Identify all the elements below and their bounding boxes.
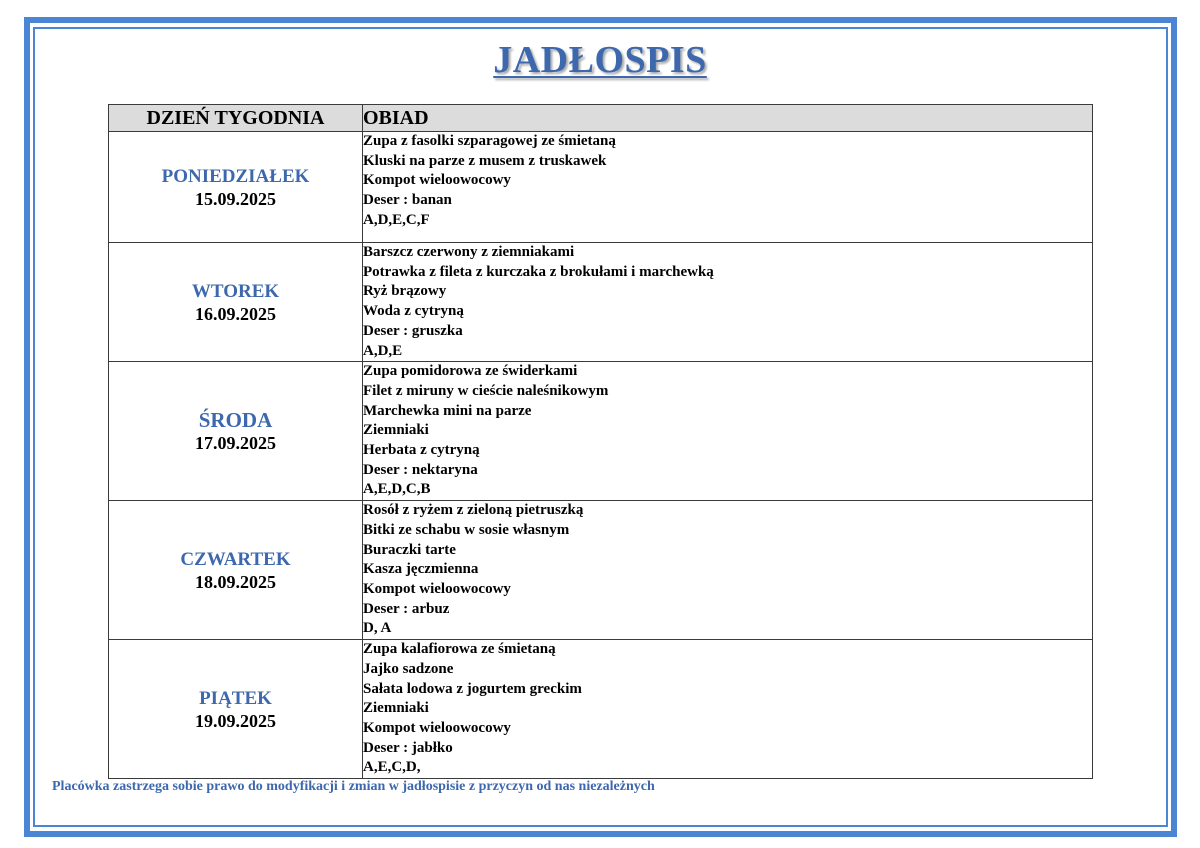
table-row	[109, 243, 1093, 362]
allergen-codes: A,E,D,C,B	[363, 481, 431, 498]
meal-item: Barszcz czerwony z ziemniakami	[363, 244, 575, 260]
day-cell	[109, 132, 363, 243]
allergen-codes: A,D,E,C,F	[363, 211, 430, 228]
meal-item: Sałata lodowa z jogurtem greckim	[363, 680, 582, 697]
meal-item: Deser : nektaryna	[363, 461, 478, 478]
meal-cell	[363, 243, 1093, 362]
day-date: 17.09.2025	[195, 432, 276, 453]
meal-item: Kasza jęczmienna	[363, 561, 479, 578]
day-name: CZWARTEK	[180, 548, 291, 570]
day-cell	[109, 640, 363, 779]
meal-item: Deser : gruszka	[363, 322, 463, 339]
meal-item: Ziemniaki	[363, 422, 429, 439]
page-title: JADŁOSPIS	[493, 39, 707, 81]
meal-item: Deser : arbuz	[363, 600, 450, 617]
allergen-codes: A,D,E	[363, 342, 403, 359]
meal-item: Zupa z fasolki szparagowej ze śmietaną	[363, 133, 616, 149]
footer-disclaimer: Placówka zastrzega sobie prawo do modyfikacji i zmian w jadłospisie z przyczyn od nas niezależnych	[52, 779, 655, 794]
meal-item: Kompot wieloowocowy	[363, 172, 511, 189]
meal-item: Deser : banan	[363, 192, 452, 209]
table-row	[109, 501, 1093, 640]
header-meal-column: OBIAD	[363, 105, 1093, 132]
day-name: ŚRODA	[198, 407, 273, 432]
meal-item: Marchewka mini na parze	[363, 402, 532, 419]
day-name: WTOREK	[191, 280, 280, 302]
day-cell	[109, 501, 363, 640]
meal-item: Potrawka z fileta z kurczaka z brokułami i marchewką	[363, 263, 714, 280]
table-row	[109, 640, 1093, 779]
meal-item: Kompot wieloowocowy	[363, 720, 511, 737]
meal-item: Kompot wieloowocowy	[363, 581, 511, 598]
meal-item: Ryż brązowy	[363, 283, 447, 300]
day-date: 16.09.2025	[195, 303, 276, 324]
meal-cell	[363, 640, 1093, 779]
day-date: 15.09.2025	[195, 188, 276, 209]
meal-item: Ziemniaki	[363, 700, 429, 717]
day-name: PONIEDZIAŁEK	[161, 165, 310, 187]
meal-cell	[363, 132, 1093, 243]
header-day-column: DZIEŃ TYGODNIA	[109, 105, 363, 132]
meal-item: Rosół z ryżem z zieloną pietruszką	[363, 502, 584, 519]
table-row	[109, 132, 1093, 243]
meal-item: Filet z miruny w cieście naleśnikowym	[363, 382, 609, 399]
meal-cell	[363, 362, 1093, 501]
table-row	[109, 362, 1093, 501]
day-name: PIĄTEK	[199, 687, 272, 709]
menu-table	[108, 104, 1093, 779]
meal-item: Woda z cytryną	[363, 303, 464, 320]
meal-item: Bitki ze schabu w sosie własnym	[363, 521, 570, 538]
meal-item: Buraczki tarte	[363, 541, 456, 558]
meal-item: Zupa pomidorowa ze świderkami	[363, 363, 578, 380]
meal-item: Kluski na parze z musem z truskawek	[363, 152, 607, 169]
table-header-row	[109, 105, 1093, 132]
day-cell	[109, 362, 363, 501]
meal-item: Herbata z cytryną	[363, 442, 480, 459]
meal-item: Deser : jabłko	[363, 739, 453, 756]
day-date: 19.09.2025	[195, 710, 276, 731]
meal-item: Jajko sadzone	[363, 660, 454, 677]
meal-item: Zupa kalafiorowa ze śmietaną	[363, 641, 556, 658]
meal-cell	[363, 501, 1093, 640]
allergen-codes: D, A	[363, 620, 392, 637]
allergen-codes: A,E,C,D,	[363, 759, 421, 776]
day-cell	[109, 243, 363, 362]
day-date: 18.09.2025	[195, 571, 276, 592]
